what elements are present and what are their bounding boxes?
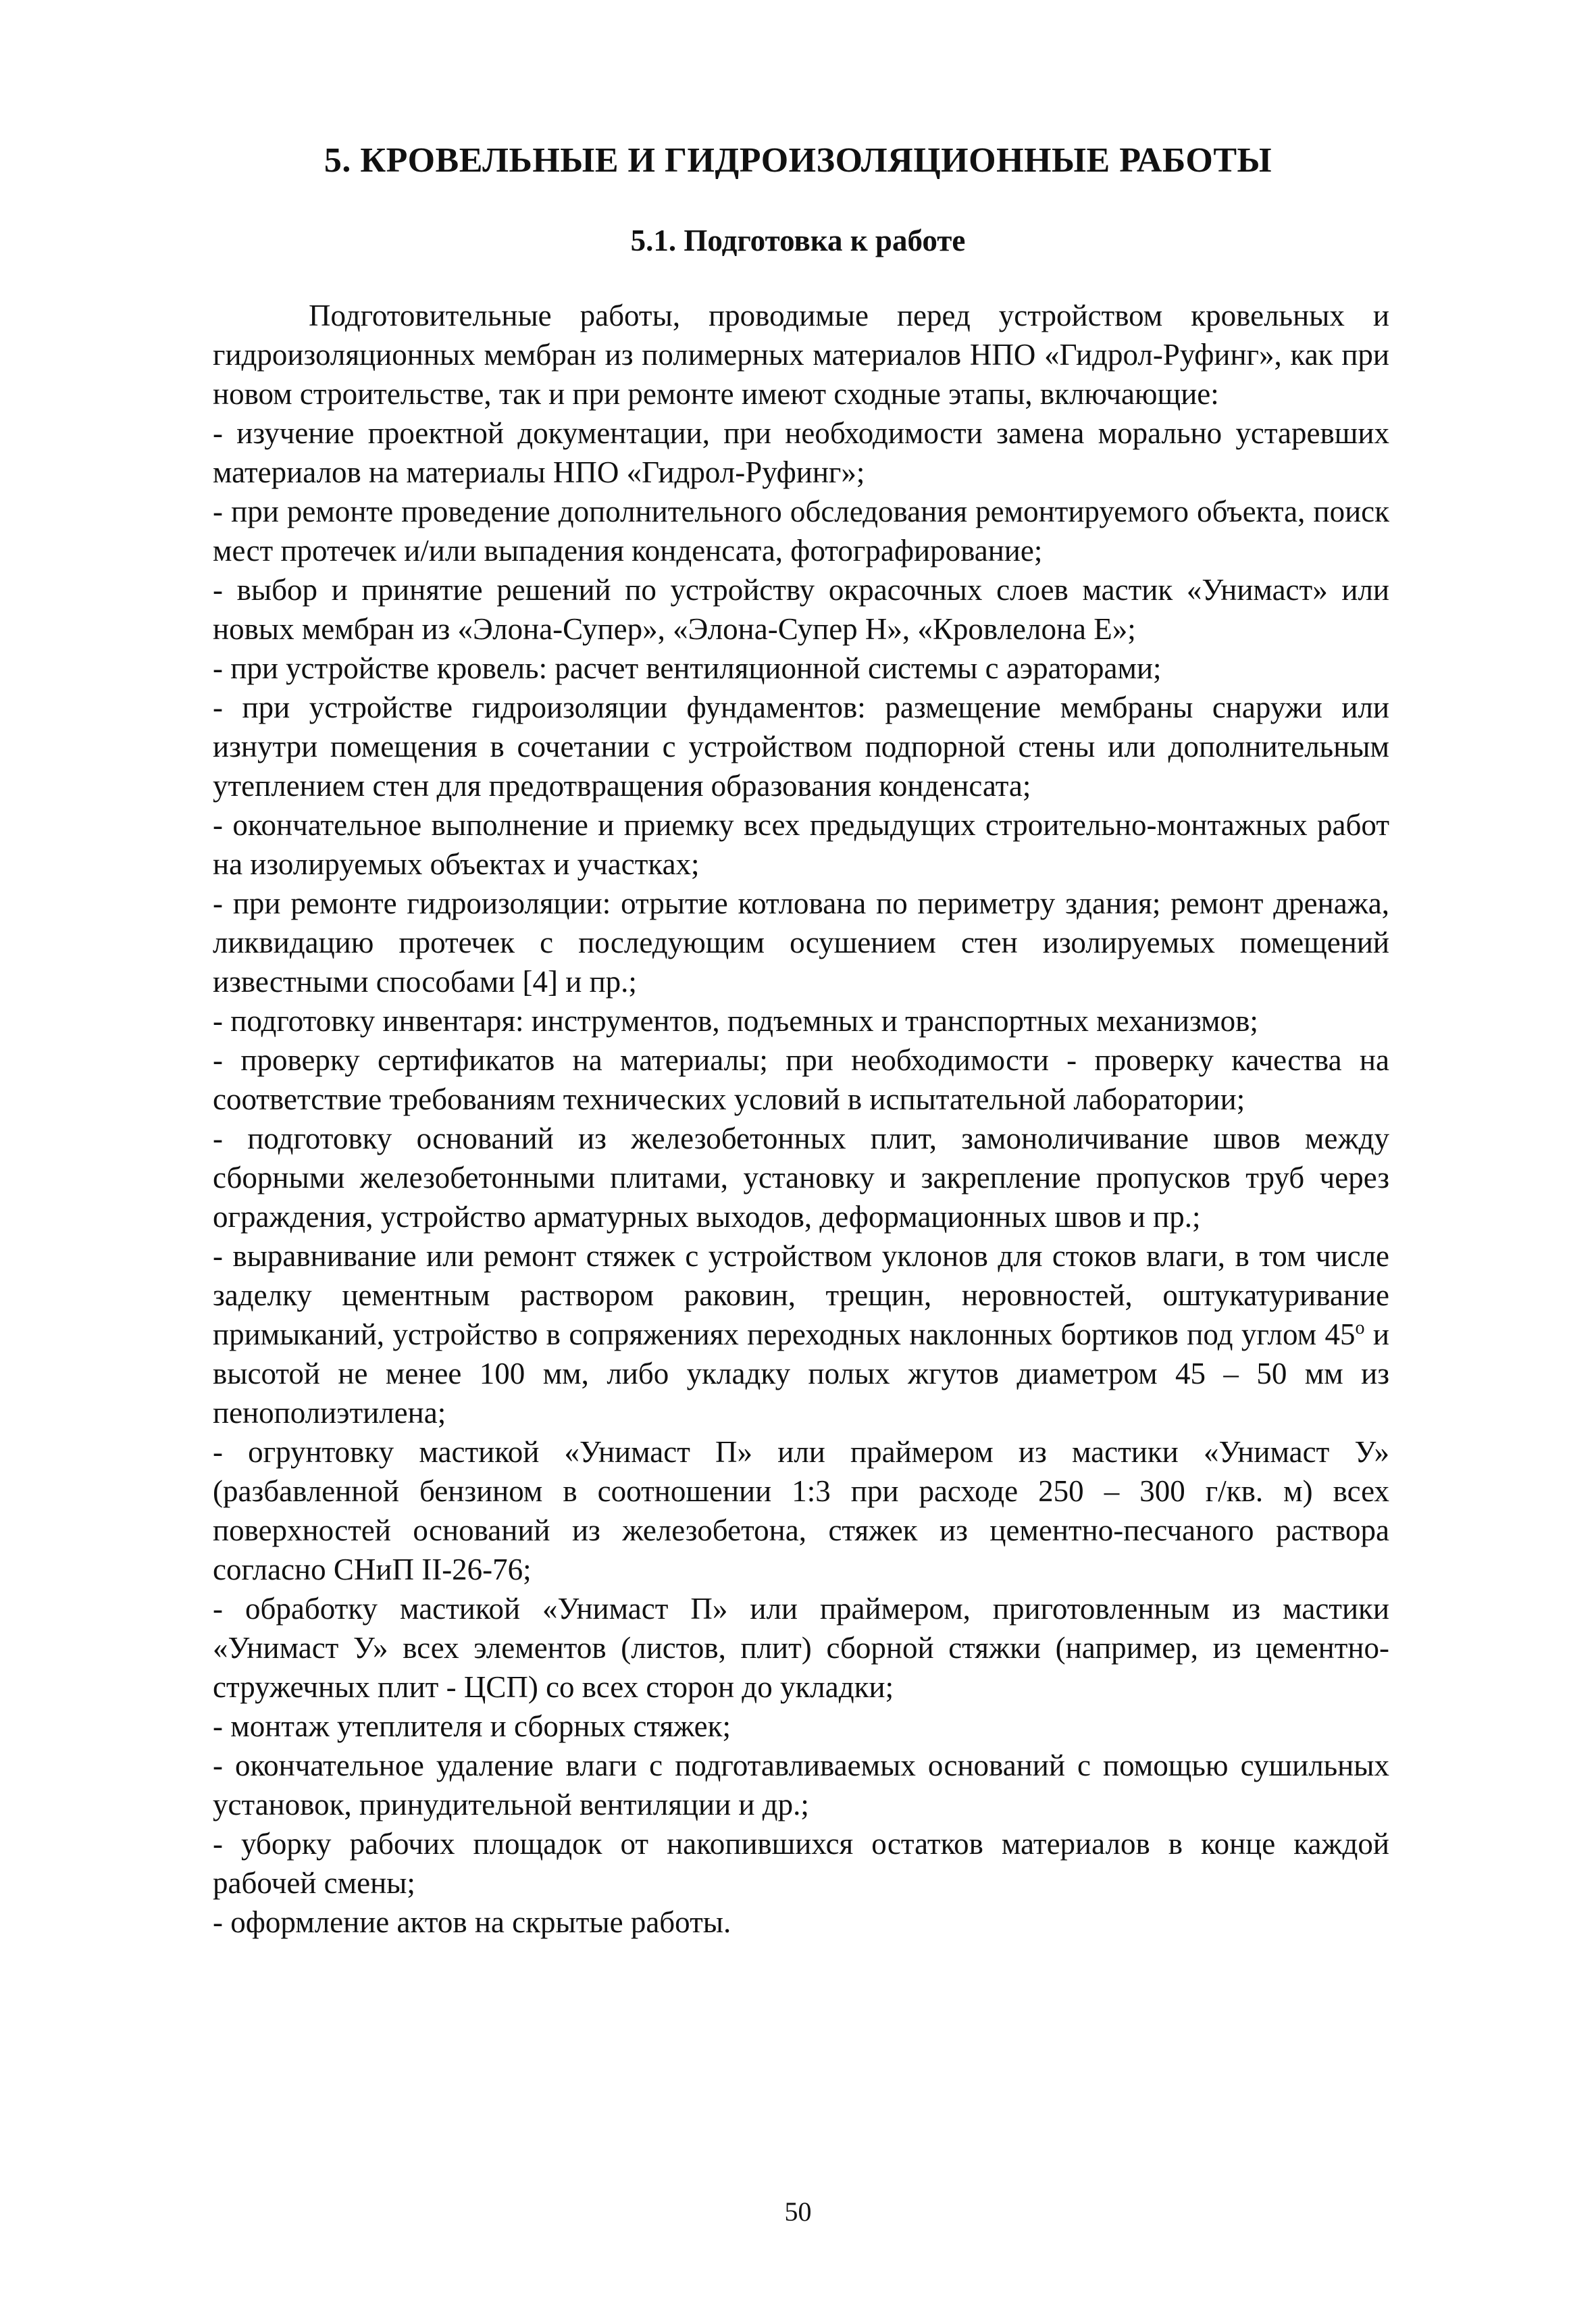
list-item: - оформление актов на скрытые работы. [213,1905,731,1939]
list-item: - выбор и принятие решений по устройству окрасочных слоев мастик «Унимаст» или новых мембран из «Элона-Супер», «Элона-Супер Н», «Кровлелона Е»; [213,573,1389,646]
list-item: - окончательное выполнение и приемку всех предыдущих строительно-монтажных работ на изолируемых объектах и участках; [213,808,1389,881]
list-item: - подготовку оснований из железобетонных плит, замоноличивание швов между сборными железобетонными плитами, установку и закрепление пропусков труб через ограждения, устройство арматурных выходов, деформационных швов и пр.; [213,1122,1389,1234]
list-item: - при устройстве кровель: расчет вентиляционной системы с аэраторами; [213,651,1162,685]
body-text [213,296,1389,1942]
list-item: - при ремонте гидроизоляции: отрытие котлована по периметру здания; ремонт дренажа, ликвидацию протечек с последующим осушением стен изолируемых помещений известными способами [4] и пр.; [213,886,1389,999]
list-item: - при ремонте проведение дополнительного обследования ремонтируемого объекта, поиск мест протечек и/или выпадения конденсата, фотографирование; [213,495,1389,568]
page-number: 50 [784,2196,812,2227]
list-item: - обработку мастикой «Унимаст П» или праймером, приготовленным из мастики «Унимаст У» всех элементов (листов, плит) сборной стяжки (например, из цементно-стружечных плит - ЦСП) со всех сторон до укладки; [213,1592,1389,1704]
screed-text-before: - выравнивание или ремонт стяжек с устройством уклонов для стоков влаги, в том числе заделку цементным раствором раковин, трещин, неровностей, оштукатуривание примыканий, устройство в сопряжениях переходных наклонных бортиков под углом 45 [213,1239,1389,1351]
section-title: 5.1. Подготовка к работе [630,224,966,257]
intro-paragraph: Подготовительные работы, проводимые перед устройством кровельных и гидроизоляционных мембран из полимерных материалов НПО «Гидрол-Руфинг», как при новом строительстве, так и при ремонте имеют сходные этапы, включающие: [213,299,1389,411]
list-item: - проверку сертификатов на материалы; при необходимости - проверку качества на соответствие требованиям технических условий в испытательной лаборатории; [213,1043,1389,1116]
list-item: - при устройстве гидроизоляции фундаментов: размещение мембраны снаружи или изнутри помещения в сочетании с устройством подпорной стены или дополнительным утеплением стен для предотвращения образования конденсата; [213,690,1389,803]
list-item: - огрунтовку мастикой «Унимаст П» или праймером из мастики «Унимаст У» (разбавленной бензином в соотношении 1:3 при расходе 250 – 300 г/кв. м) всех поверхностей оснований из железобетона, стяжек из цементно-песчаного раствора согласно СНиП II-26-76; [213,1435,1389,1586]
list-item-screed [213,1236,1389,1432]
screed-text-after: и высотой не менее 100 мм, либо укладку полых жгутов диаметром 45 – 50 мм из пенополиэтилена; [213,1317,1389,1430]
list-item: - монтаж утеплителя и сборных стяжек; [213,1709,731,1743]
list-item: - окончательное удаление влаги с подготавливаемых оснований с помощью сушильных установок, принудительной вентиляции и др.; [213,1749,1389,1821]
degree-superscript: o [1355,1317,1365,1338]
list-item: - подготовку инвентаря: инструментов, подъемных и транспортных механизмов; [213,1004,1258,1038]
list-item: - уборку рабочих площадок от накопившихся остатков материалов в конце каждой рабочей смены; [213,1827,1389,1900]
work-stages-list [213,413,1389,1942]
list-item: - изучение проектной документации, при необходимости замена морально устаревших материалов на материалы НПО «Гидрол-Руфинг»; [213,416,1389,489]
chapter-title: 5. КРОВЕЛЬНЫЕ И ГИДРОИЗОЛЯЦИОННЫЕ РАБОТЫ [324,141,1272,180]
